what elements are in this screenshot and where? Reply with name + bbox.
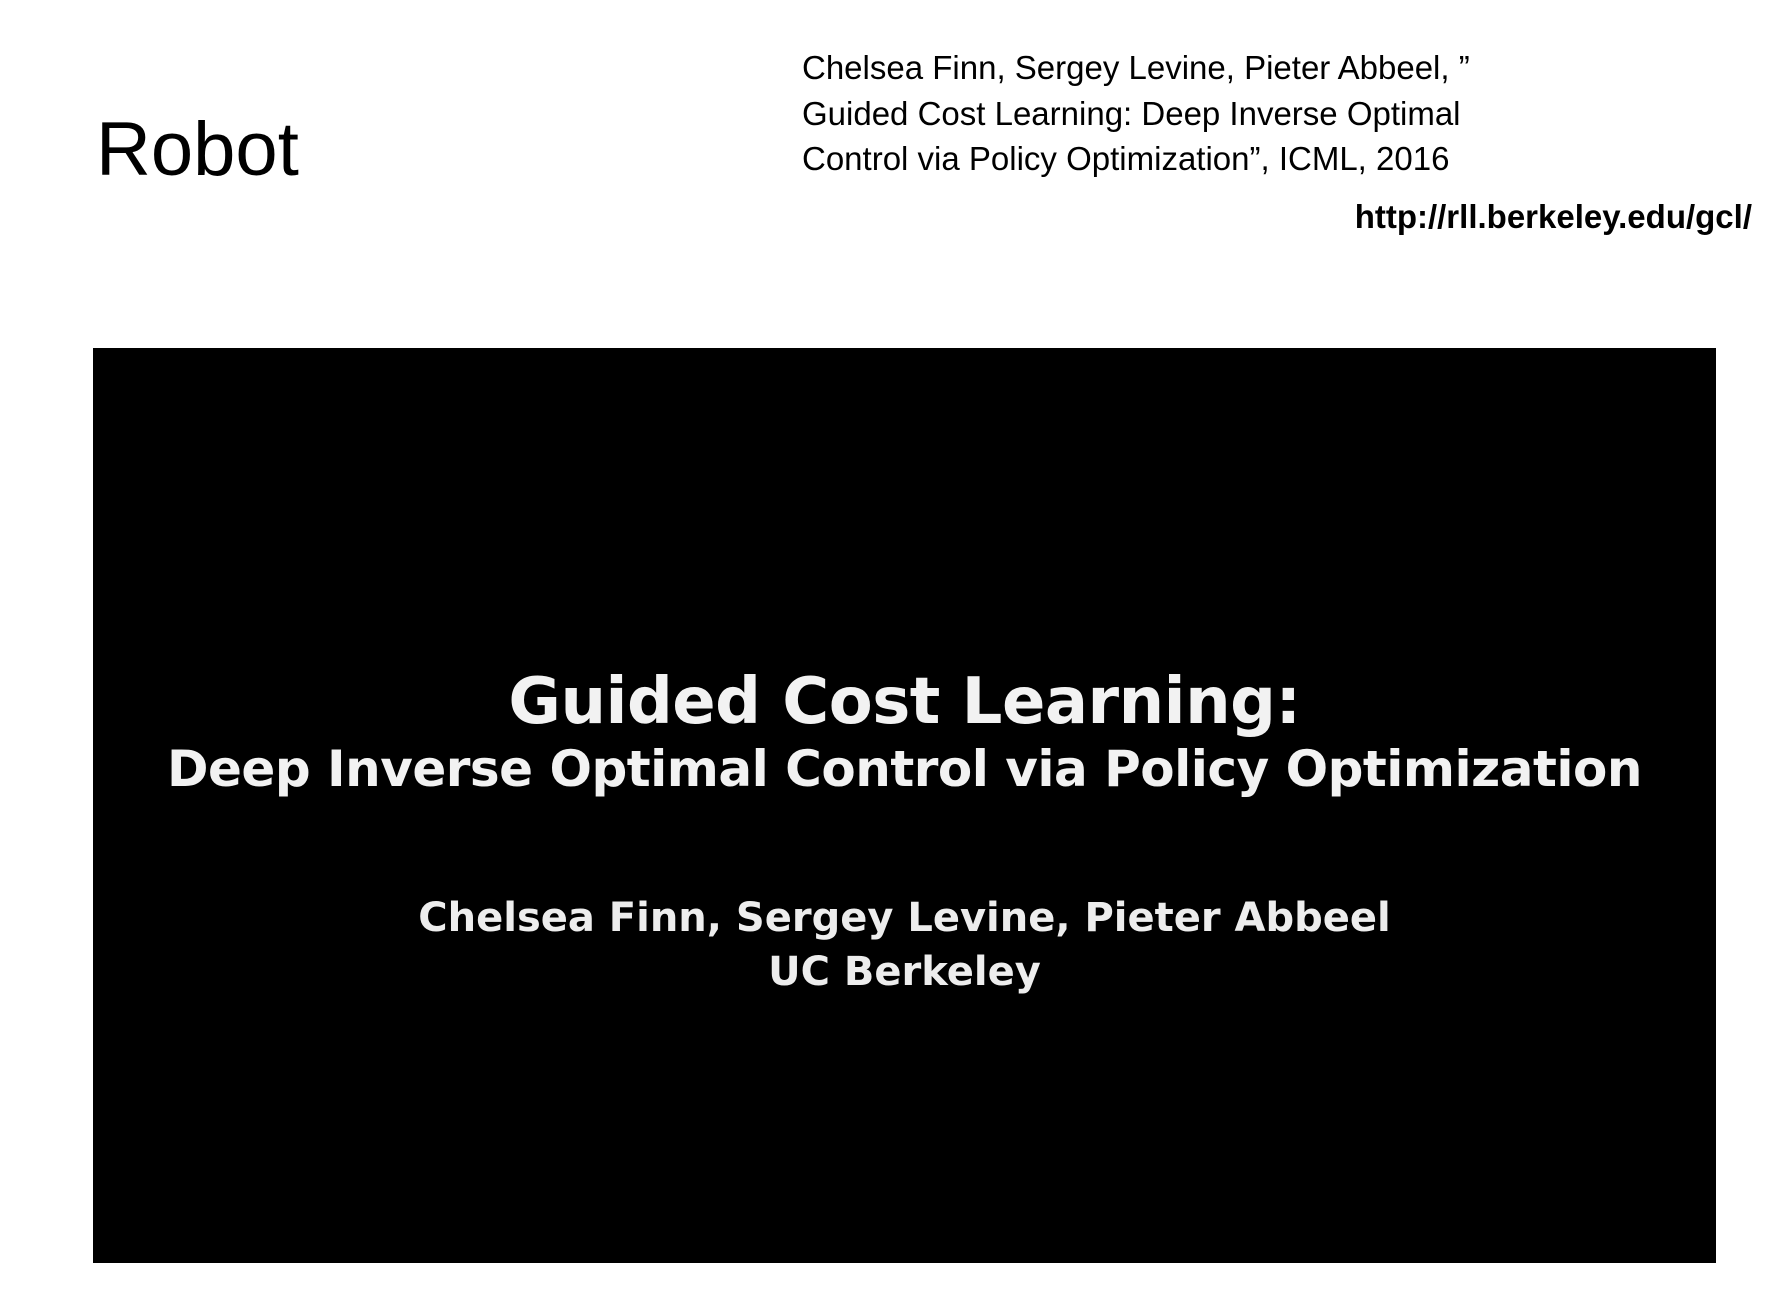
citation-line-2: Guided Cost Learning: Deep Inverse Optimal <box>802 94 1461 132</box>
citation-line-3: Control via Policy Optimization”, ICML, 2016 <box>802 140 1450 178</box>
video-title-card <box>93 348 1716 1263</box>
video-authors: Chelsea Finn, Sergey Levine, Pieter Abbeel <box>418 895 1391 942</box>
video-panel[interactable] <box>93 348 1716 1263</box>
citation-line-1: Chelsea Finn, Sergey Levine, Pieter Abbeel, ” <box>802 49 1470 86</box>
page-title: Robot <box>96 107 299 192</box>
video-title: Guided Cost Learning: <box>508 664 1301 739</box>
video-subtitle: Deep Inverse Optimal Control via Policy Optimization <box>167 739 1642 798</box>
citation-block <box>802 45 1752 239</box>
citation-url-link[interactable]: http://rll.berkeley.edu/gcl/ <box>1354 197 1752 235</box>
video-affiliation: UC Berkeley <box>768 949 1041 996</box>
